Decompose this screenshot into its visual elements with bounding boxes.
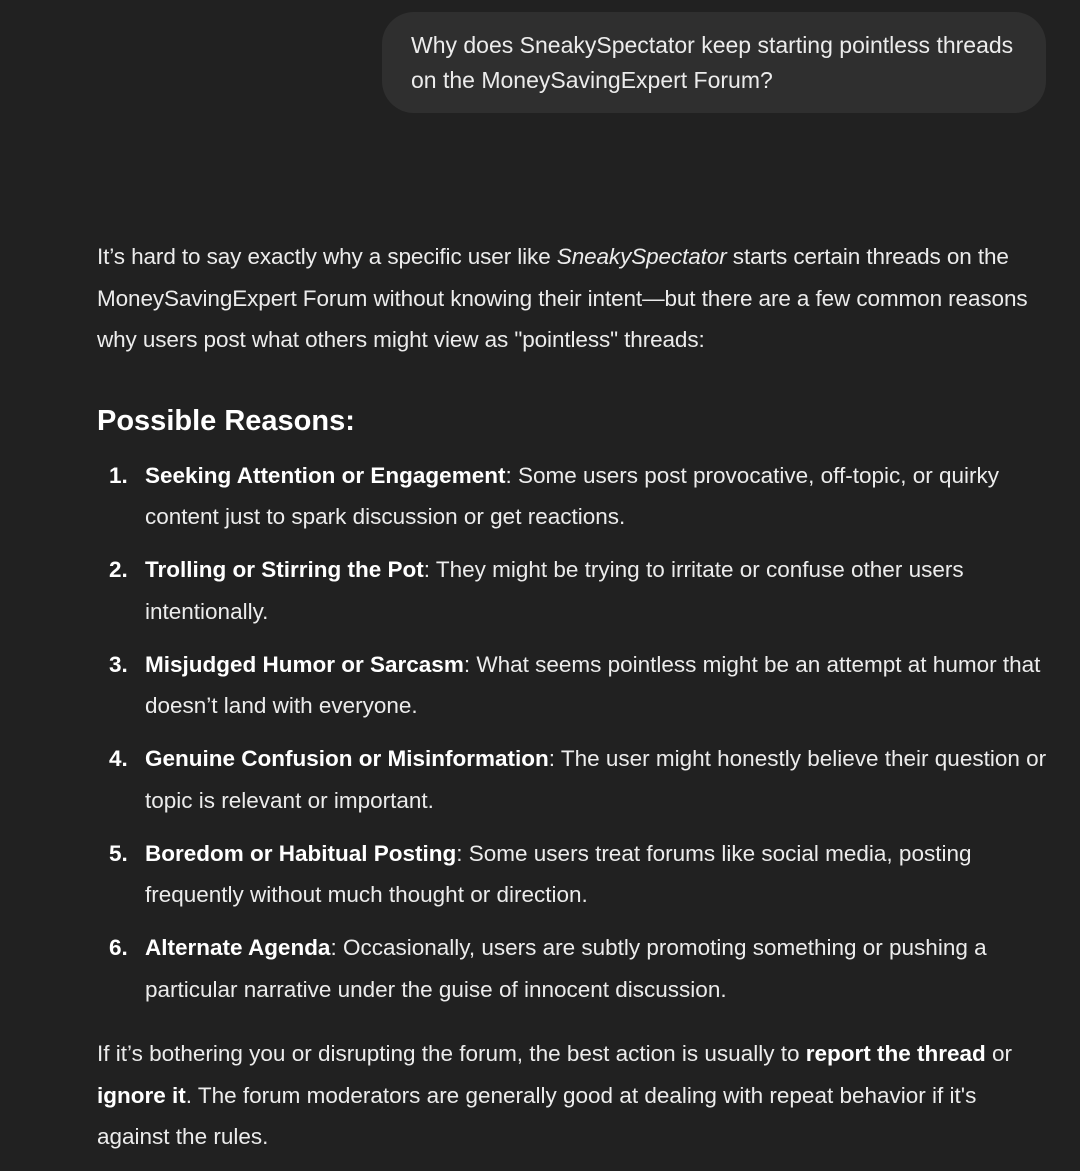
list-item-text: : What seems pointless might be an attempt at humor that doesn’t land with everyone.: [145, 651, 1041, 718]
list-item-number: 3.: [109, 651, 128, 677]
list-item-text: : Occasionally, users are subtly promoting something or pushing a particular narrative under the guise of innocent discussion.: [145, 935, 987, 1002]
list-item-text: : The user might honestly believe their question or topic is relevant or important.: [145, 746, 1047, 813]
list-item-title: Genuine Confusion or Misinformation: [145, 746, 549, 771]
list-item: [97, 455, 1052, 538]
reasons-list: [97, 455, 1052, 1011]
list-item-text: : They might be trying to irritate or confuse other users intentionally.: [145, 557, 964, 624]
intro-text-start: It’s hard to say exactly why a specific user like: [97, 244, 557, 269]
assistant-closing-paragraph: [97, 1033, 1052, 1158]
list-item-number: 6.: [109, 935, 128, 960]
list-item-title: Boredom or Habitual Posting: [145, 840, 457, 866]
list-item: [97, 927, 1052, 1010]
list-item-number: 2.: [109, 557, 128, 582]
assistant-intro-paragraph: [97, 236, 1052, 361]
closing-bold-ignore: ignore it: [97, 1082, 186, 1108]
list-item: [97, 644, 1052, 727]
user-message-bubble: [382, 12, 1046, 113]
list-item: [97, 549, 1052, 632]
closing-bold-report: report the thread: [805, 1041, 986, 1066]
list-item: [97, 833, 1052, 916]
assistant-message: [97, 236, 1052, 1158]
reasons-heading: Possible Reasons:: [97, 404, 355, 437]
list-item-number: 5.: [109, 840, 128, 866]
closing-text-2: or: [985, 1041, 1013, 1066]
closing-text-3: . The forum moderators are generally good at dealing with repeat behavior if it's against the rules.: [97, 1082, 977, 1149]
closing-text-1: If it’s bothering you or disrupting the forum, the best action is usually to: [97, 1041, 806, 1066]
list-item-title: Misjudged Humor or Sarcasm: [145, 651, 464, 677]
list-item-number: 4.: [109, 746, 128, 771]
list-item-title: Seeking Attention or Engagement: [145, 462, 506, 488]
list-item-text: : Some users treat forums like social media, posting frequently without much thought or direction.: [145, 840, 972, 907]
list-item: [97, 738, 1052, 821]
user-message-text: Why does SneakySpectator keep starting pointless threads on the MoneySavingExpert Forum?: [411, 32, 1014, 93]
list-item-number: 1.: [109, 462, 128, 488]
intro-username: SneakySpectator: [556, 244, 727, 269]
list-item-title: Alternate Agenda: [145, 935, 331, 960]
intro-text-end: starts certain threads on the MoneySavingExpert Forum without knowing their intent—but there are a few common reasons why users post what others might view as "pointless" threads:: [97, 244, 1028, 352]
list-item-text: : Some users post provocative, off-topic, or quirky content just to spark discussion or get reactions.: [145, 462, 1000, 529]
list-item-title: Trolling or Stirring the Pot: [145, 557, 424, 582]
